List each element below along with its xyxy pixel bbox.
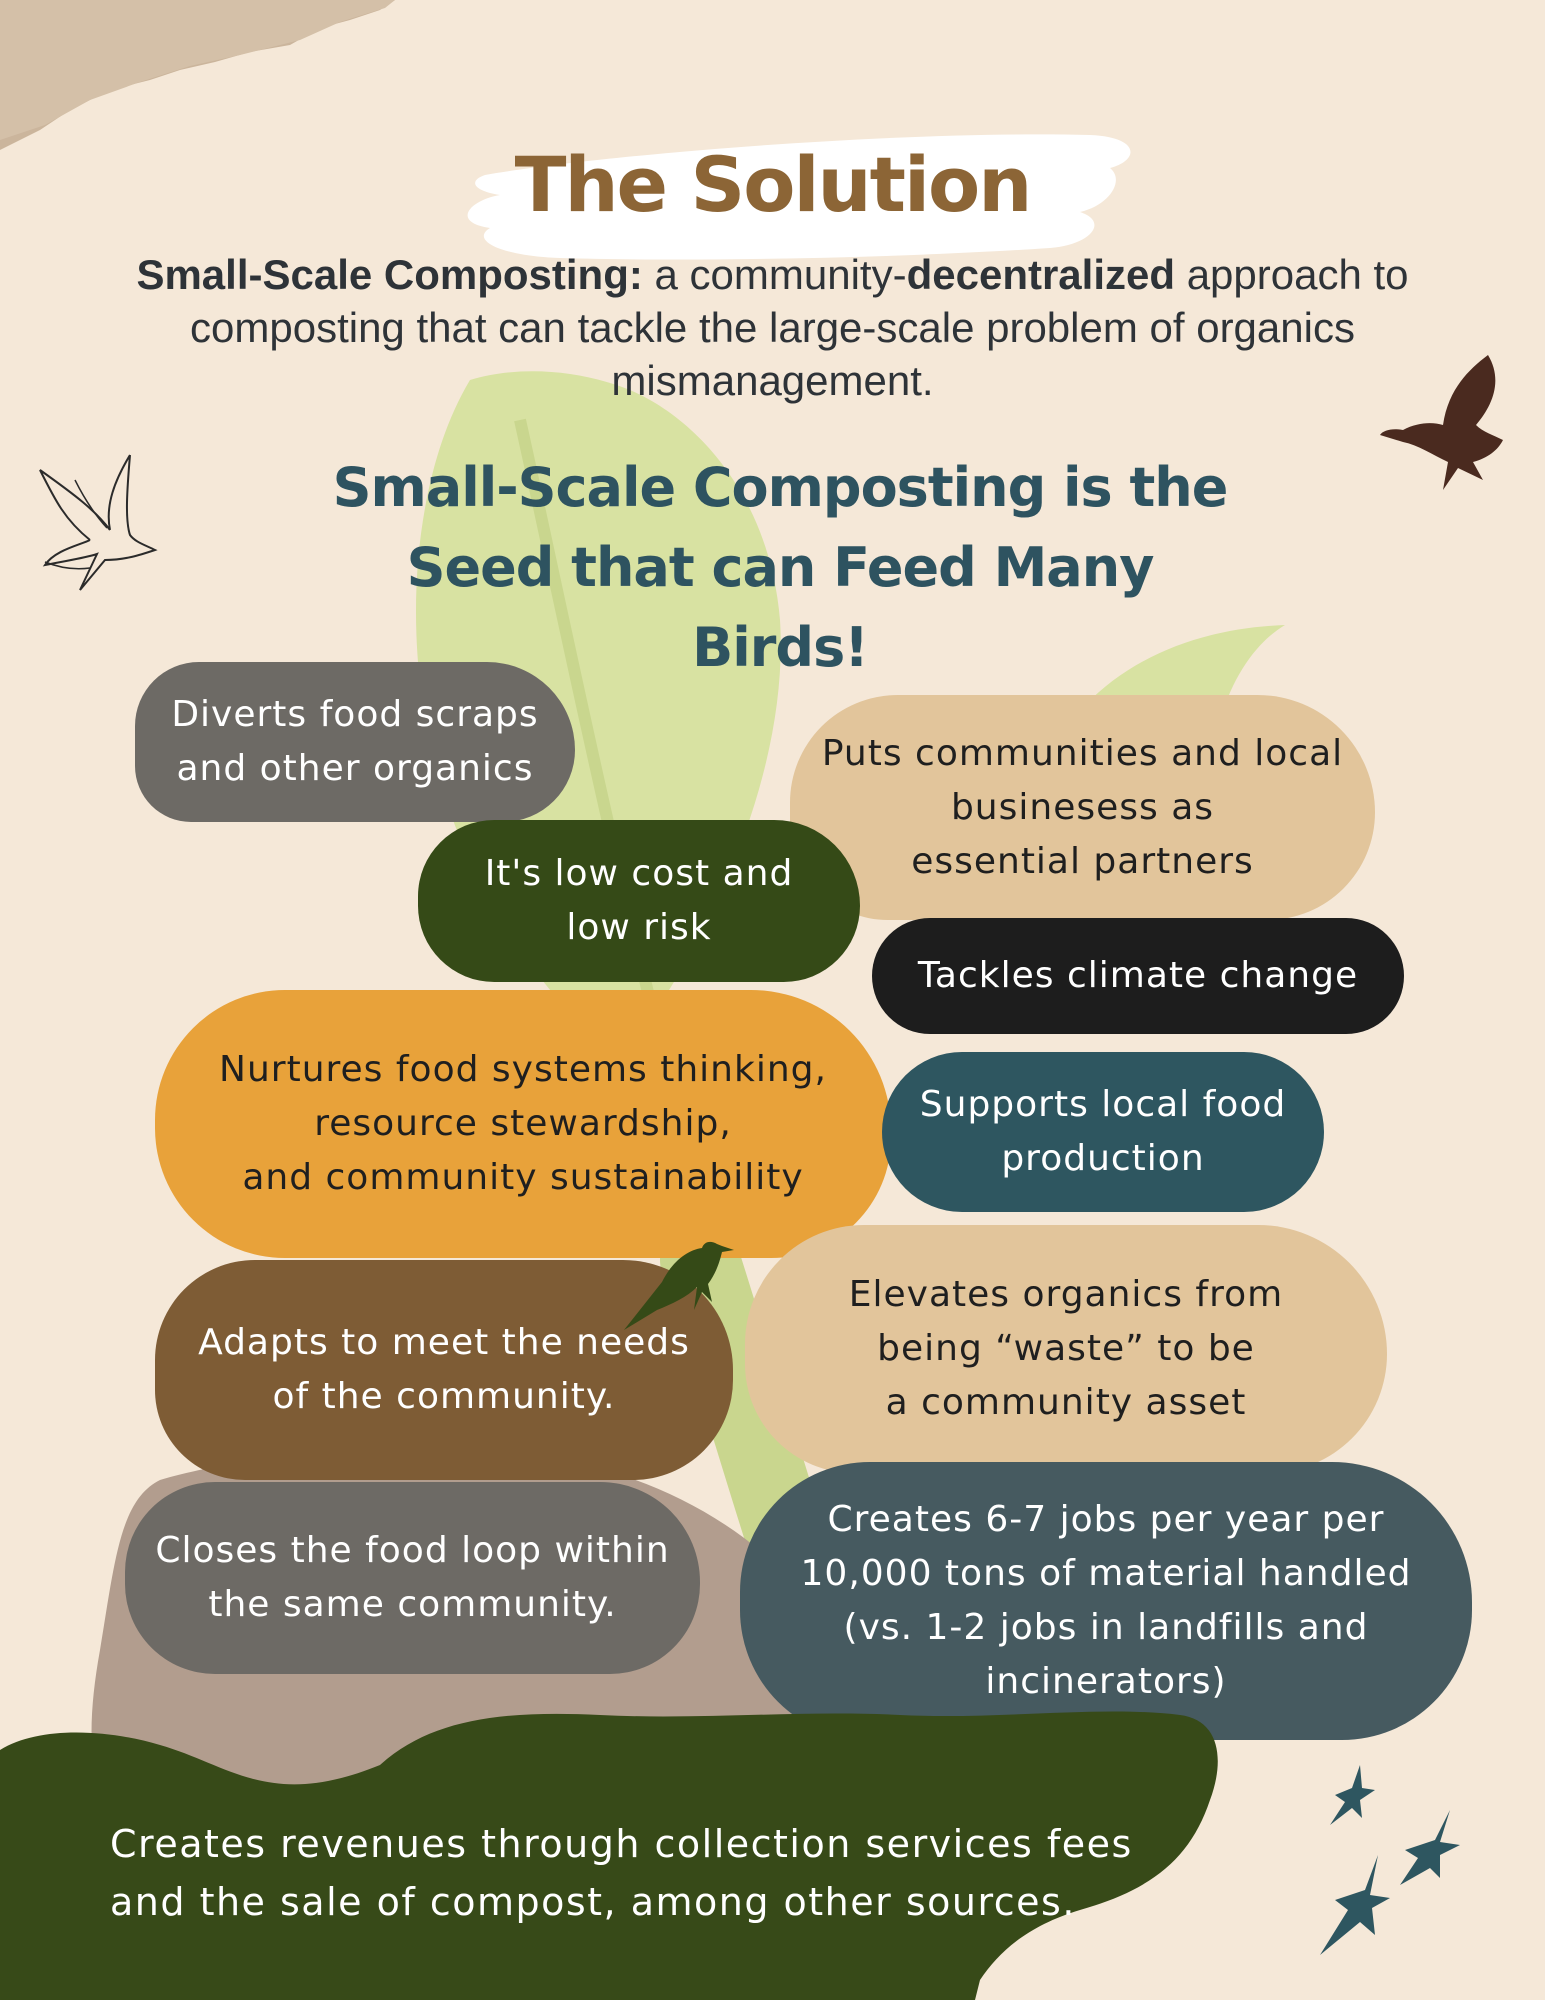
intro-part2: approach to composting that can tackle the large-scale problem of organics mismanagement. xyxy=(190,251,1409,404)
benefit-text: Creates 6-7 jobs per year per 10,000 tons of material handled (vs. 1-2 jobs in landfills and incinerators) xyxy=(800,1499,1412,1702)
benefit-low-cost xyxy=(418,820,860,982)
benefit-text: Puts communities and local businesess as essential partners xyxy=(821,732,1344,882)
benefit-partners xyxy=(790,695,1375,920)
benefit-text: It's low cost and low risk xyxy=(484,853,794,948)
benefit-text: Tackles climate change xyxy=(917,955,1359,996)
benefit-text: Nurtures food systems thinking, resource stewardship, and community sustainability xyxy=(219,1049,827,1198)
headline-line1: Small-Scale Composting is the xyxy=(332,456,1228,519)
benefit-text: Diverts food scraps and other organics xyxy=(171,694,539,789)
intro-part1: a community- xyxy=(642,251,907,298)
benefit-text: Supports local food production xyxy=(919,1084,1287,1179)
headline-line2: Seed that can Feed Many Birds! xyxy=(406,536,1154,679)
intro-term: Small-Scale Composting: xyxy=(136,251,643,298)
benefit-nurtures xyxy=(155,990,891,1258)
headline xyxy=(330,448,1230,688)
benefit-elevates-organics xyxy=(745,1225,1387,1473)
page-title: The Solution xyxy=(514,140,1031,229)
perched-bird-icon xyxy=(622,1232,747,1332)
benefit-text: Closes the food loop within the same community. xyxy=(155,1530,670,1625)
benefit-text: Adapts to meet the needs of the community. xyxy=(198,1322,690,1417)
benefit-local-food xyxy=(882,1052,1324,1212)
dove-outline-icon xyxy=(35,450,160,595)
benefit-text: Elevates organics from being “waste” to be a community asset xyxy=(848,1274,1284,1423)
intro-emphasis: decentralized xyxy=(906,251,1176,298)
footer-revenues-text: Creates revenues through collection services fees and the sale of compost, among other sources. xyxy=(110,1822,1133,1924)
flying-birds-icon xyxy=(1290,1760,1470,1960)
benefit-climate-change xyxy=(872,918,1404,1034)
intro-paragraph xyxy=(80,248,1465,407)
benefit-food-loop xyxy=(125,1482,700,1674)
benefit-diverts-food-scraps xyxy=(135,662,575,822)
